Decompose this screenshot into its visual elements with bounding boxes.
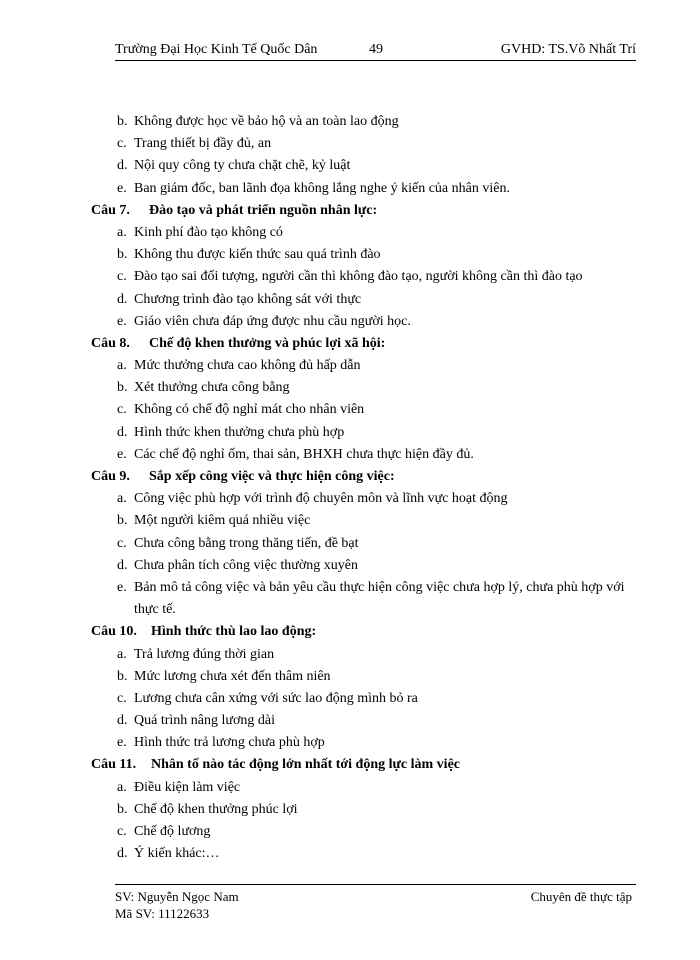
list-item: a. Mức thưởng chưa cao không đủ hấp dẫn <box>117 358 361 374</box>
list-item: d. Chương trình đào tạo không sát với thực <box>117 291 362 307</box>
list-item: b. Không thu được kiến thức sau quá trình đào <box>117 247 381 263</box>
list-item: a. Kinh phí đào tạo không có <box>117 224 283 240</box>
question-9-heading: Câu 9. Sắp xếp công việc và thực hiện công việc: <box>91 469 395 484</box>
page-header <box>115 40 636 61</box>
list-item: b. Mức lương chưa xét đến thâm niên <box>117 668 331 684</box>
list-item: e. Bản mô tả công việc và bản yêu cầu thực hiện công việc chưa hợp lý, chưa phù hợp với thực tế. <box>117 579 625 618</box>
list-item: a. Trả lương đúng thời gian <box>117 646 275 662</box>
question-8-heading: Câu 8. Chế độ khen thưởng và phúc lợi xã hội: <box>91 335 386 351</box>
student-name: SV: Nguyễn Ngọc Nam <box>115 889 239 904</box>
list-item: a. Điều kiện làm việc <box>117 779 241 795</box>
question-10-heading: Câu 10. Hình thức thù lao lao động: <box>91 624 317 640</box>
list-item: d. Hình thức khen thưởng chưa phù hợp <box>117 424 345 440</box>
university-name: Trường Đại Học Kinh Tế Quốc Dân <box>115 42 318 57</box>
list-item: e. Hình thức trả lương chưa phù hợp <box>117 735 325 751</box>
list-item: c. Chưa công bằng trong thăng tiến, đề bạt <box>117 535 359 551</box>
list-item: b. Chế độ khen thưởng phúc lợi <box>117 801 298 817</box>
list-item: e. Các chế độ nghỉ ốm, thai sản, BHXH chưa thực hiện đầy đủ. <box>117 446 474 462</box>
supervisor: GVHD: TS.Võ Nhất Trí <box>500 42 636 57</box>
list-item: b. Không được học về bảo hộ và an toàn lao động <box>117 114 399 129</box>
page-number: 49 <box>369 42 383 57</box>
list-item: e. Giáo viên chưa đáp ứng được nhu cầu người học. <box>117 313 411 329</box>
list-item: d. Ý kiến khác:… <box>117 846 220 862</box>
document-type: Chuyên đề thực tập <box>530 889 632 904</box>
list-item: c. Trang thiết bị đầy đủ, an <box>117 136 272 152</box>
list-item: c. Chế độ lương <box>117 824 211 840</box>
list-item: e. Ban giám đốc, ban lãnh đọa không lắng nghe ý kiến của nhân viên. <box>117 180 510 196</box>
list-item: d. Quá trình nâng lương dài <box>117 713 275 729</box>
list-item: c. Đào tạo sai đối tượng, người cần thì không đào tạo, người không cần thì đào tạo <box>117 269 583 285</box>
list-item: a. Công việc phù hợp với trình độ chuyên môn và lĩnh vực hoạt động <box>117 491 508 507</box>
list-item: b. Xét thưởng chưa công bằng <box>117 380 290 396</box>
list-item: c. Lương chưa cân xứng với sức lao động mình bỏ ra <box>117 690 418 706</box>
list-item: d. Chưa phân tích công việc thường xuyên <box>117 557 358 573</box>
question-7-heading: Câu 7. Đào tạo và phát triển nguồn nhân lực: <box>91 202 378 218</box>
list-item: c. Không có chế độ nghỉ mát cho nhân viên <box>117 402 365 418</box>
list-item: b. Một người kiêm quá nhiều việc <box>117 513 311 529</box>
question-11-heading: Câu 11. Nhân tố nào tác động lớn nhất tới động lực làm việc <box>91 757 460 773</box>
student-id: Mã SV: 11122633 <box>115 906 210 921</box>
list-item: d. Nội quy công ty chưa chặt chẽ, kỷ luật <box>117 158 351 174</box>
page-footer <box>115 884 636 922</box>
questionnaire-content <box>0 111 700 865</box>
